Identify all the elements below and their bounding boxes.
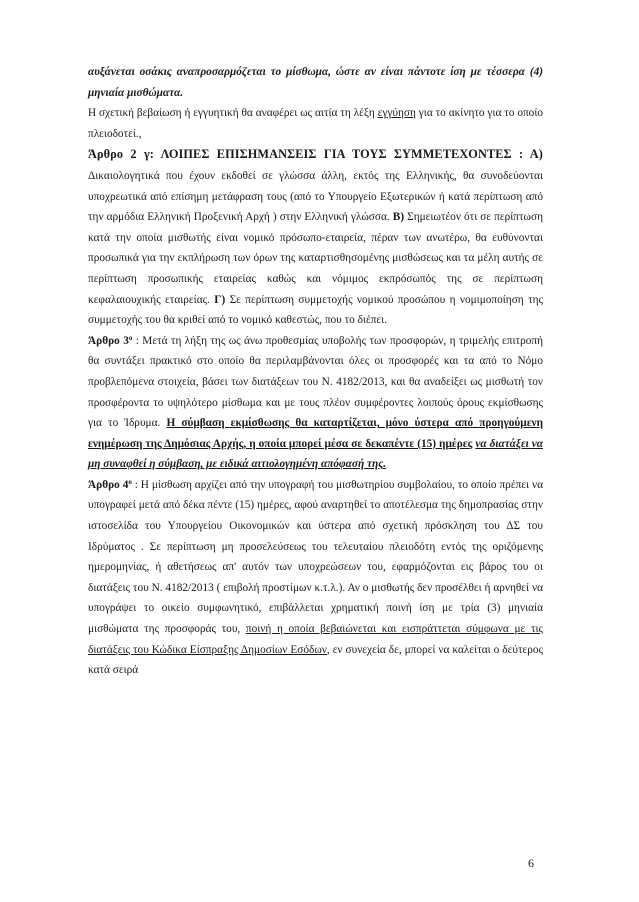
article-4-label <box>88 479 132 491</box>
text-run: Σε περίπτωση συμμετοχής νομικού προσώπου η νομιμοποίηση της συμμετοχής του θα κριθεί από το νομικό καθεστώς, που το διέπει. <box>88 293 543 327</box>
article-4 <box>88 475 543 681</box>
text-run: Δικαιολογητικά που έχουν εκδοθεί σε γλώσσα άλλη, εκτός της Ελληνικής, θα συνοδεύονται υποχρεωτικά από επίσημη μετάφραση τους (από το Υπουργείο Εξωτερικών ή κατά περίπτωση από την αρμόδια Ελληνική Προξενική Αρχή ) στην Ελληνική γλώσσα. <box>88 169 543 224</box>
text-run: , εν συνεχεία δε, μπορεί να καλείται ο δεύτερος κατά σειρά <box>88 643 544 677</box>
article-3-label <box>88 335 132 347</box>
paragraph-guarantee-cause <box>88 103 543 144</box>
guarantee-amount-text: αυξάνεται οσάκις αναπροσαρμόζεται το μίσθωμα, ώστε αν είναι πάντοτε ίση με τέσσερα (4) μηνιαία μισθώματα. <box>88 66 543 99</box>
underlined-bold-clause: Η σύμβαση εκμίσθωσης θα καταρτίζεται, μόνο ύστερα από προηγούμενη ενημέρωση της Δημόσιας Αρχής, η οποία μπορεί μέσα σε δεκαπέντε (15) ημέρες <box>88 417 543 450</box>
article-label-text: Άρθρο 3 <box>88 334 129 347</box>
article-2c <box>88 144 543 330</box>
text-run: : Η μίσθωση αρχίζει από την υπογραφή του μισθωτηρίου συμβολαίου, το οποίο πρέπει να υπογραφεί μετά από δέκα πέντε (15) ημέρες, αφού αναρτηθεί το αποτέλεσμα της δημοπρασίας στην ιστοσελίδα του Υπουργείου Οικονομικών και ύστερα από σχετική πρόσκληση του ΔΣ του Ιδρύματος . Σε περίπτωση μη προσελεύσεως του τελευταίου πλειοδότη εντός της οριζόμενης ημερομηνίας, ή αθετήσεως απ' αυτόν των υποχρεώσεων του, εφαρμόζονται εις βάρος του οι διατάξεις του Ν. 4182/2013 ( επιβολή προστίμων κ.τ.λ.). Αν ο μισθωτής δεν προσέλθει ή αρνηθεί να υπογράψει το οικείο συμφωνητικό, επιβάλλεται χρηματική ποινή ίση με τρία (3) μηνιαία μισθώματα της προσφοράς του, <box>88 478 543 636</box>
page-body <box>88 62 543 681</box>
article-ordinal: ο <box>128 333 133 342</box>
article-label-text: Άρθρο 4 <box>88 478 129 491</box>
paragraph-guarantee-amount <box>88 62 543 103</box>
article-ordinal: ο <box>128 477 132 486</box>
clause-label: Β) <box>392 211 405 224</box>
underlined-bold-italic-clause: να διατάξει να μη συναφθεί η σύμβαση, με ειδικά αιτιολογημένη απόφασή της. <box>88 437 543 471</box>
article-2c-heading: Άρθρο 2 γ: ΛΟΙΠΕΣ ΕΠΙΣΗΜΑΝΣΕΙΣ ΓΙΑ ΤΟΥΣ ΣΥΜΜΕΤΕΧΟΝΤΕΣ : Α) <box>88 147 543 162</box>
underlined-clause: ποινή η οποία βεβαιώνεται και εισπράττεται σύμφωνα με τις διατάξεις του Κώδικα Είσπραξης Δημοσίων Εσόδων <box>88 623 543 656</box>
article-3 <box>88 331 543 475</box>
clause-label: Γ) <box>214 293 226 306</box>
text-run: για το ακίνητο για το οποίο πλειοδοτεί., <box>88 107 544 140</box>
text-run: Σημειωτέον ότι σε περίπτωση κατά την οποία μισθωτής είναι νομικό πρόσωπο-εταιρεία, πέραν των ανωτέρω, θα ευθύνονται προσωπικά για την εκπλήρωση των όρων της καταρτισθησομένης μισθώσεως και τα μέλη αυτής σε περίπτωση προσωπικής εταιρείας καθώς και νόμιμος εκπρόσωπός της σε περίπτωση κεφαλαιουχικής εταιρείας. <box>88 211 543 306</box>
underlined-term: εγγύηση <box>377 107 416 120</box>
page-number: 6 <box>528 856 534 870</box>
text-run: : Μετά τη λήξη της ως άνω προθεσμίας υποβολής των προσφορών, η τριμελής επιτροπή θα συντάξει πρακτικό στο οποίο θα περιλαμβάνονται όλες οι προσφορές και τα από το Νόμο προβλεπόμενα στοιχεία, βάσει των διατάξεων του Ν. 4182/2013, και θα αναδείξει ως μισθωτή τον προσφέροντα το υψηλότερο μίσθωμα και με τους πλέον συμφέροντες λοιπούς όρους εκμίσθωσης για το Ίδρυμα. <box>88 334 543 430</box>
text-run: Η σχετική βεβαίωση ή εγγυητική θα αναφέρει ως αιτία τη λέξη <box>88 107 378 120</box>
